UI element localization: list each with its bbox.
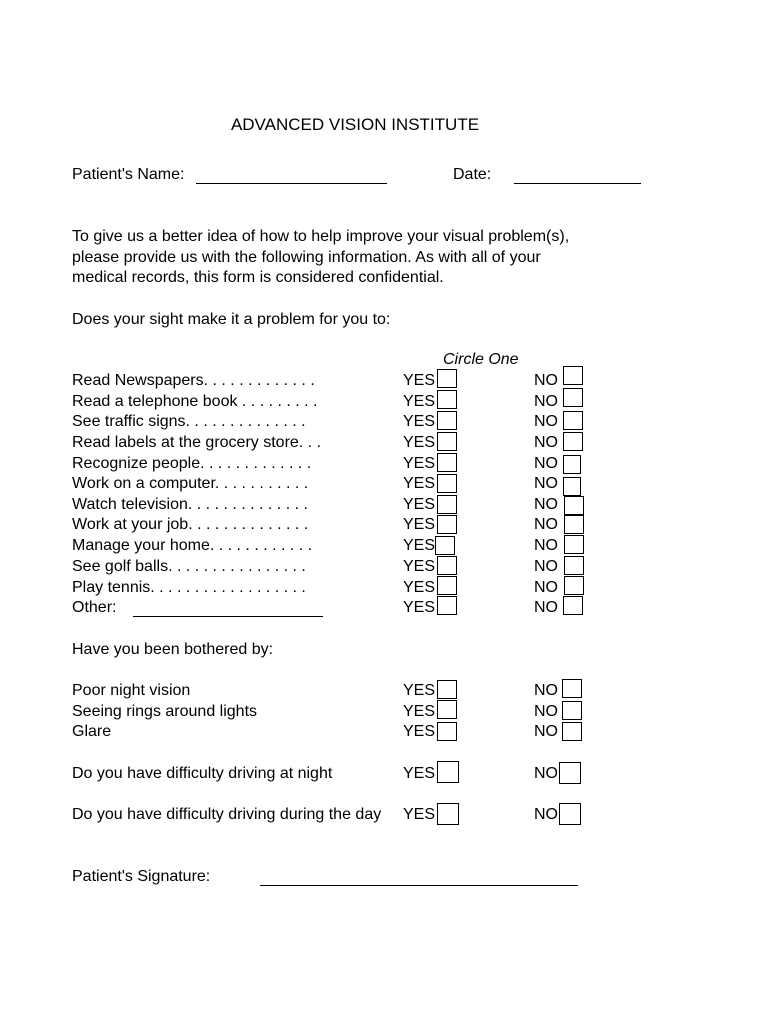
yes-label: YES [403, 558, 436, 575]
no-label: NO [534, 393, 558, 410]
task-label: Manage your home. . . . . . . . . . . . [72, 537, 313, 554]
yes-checkbox[interactable] [437, 596, 457, 615]
yes-label: YES [403, 372, 436, 389]
signature-label: Patient's Signature: [72, 868, 211, 885]
bothered-label: Glare [72, 723, 112, 740]
yes-label: YES [403, 496, 436, 513]
no-checkbox[interactable] [562, 701, 582, 720]
yes-label: YES [403, 434, 436, 451]
no-checkbox[interactable] [564, 535, 584, 554]
patient-name-label: Patient's Name: [72, 166, 185, 183]
no-checkbox[interactable] [563, 411, 583, 430]
no-label: NO [534, 558, 558, 575]
task-label: Work at your job. . . . . . . . . . . . . . [72, 516, 309, 533]
yes-checkbox[interactable] [435, 536, 455, 555]
yes-checkbox[interactable] [437, 495, 457, 514]
no-checkbox[interactable] [563, 388, 583, 407]
no-checkbox[interactable] [563, 477, 581, 496]
task-label: Read a telephone book . . . . . . . . . [72, 393, 318, 410]
page-title: ADVANCED VISION INSTITUTE [230, 115, 480, 134]
task-label: Other: [72, 599, 117, 616]
date-field[interactable] [514, 183, 641, 184]
no-label: NO [534, 579, 558, 596]
no-label: NO [534, 537, 558, 554]
yes-checkbox[interactable] [437, 432, 457, 451]
no-label: NO [534, 434, 558, 451]
yes-checkbox[interactable] [437, 556, 457, 575]
no-checkbox[interactable] [563, 432, 583, 451]
yes-checkbox[interactable] [437, 722, 457, 741]
question-driving-day: Do you have difficulty driving during the day [72, 806, 382, 823]
yes-checkbox[interactable] [437, 515, 457, 534]
no-label: NO [534, 599, 558, 616]
signature-field[interactable] [260, 885, 578, 886]
intro-paragraph: To give us a better idea of how to help improve your visual problem(s), please provide us with the following information. As with all of your medical records, this form is considered confidential. [72, 228, 570, 286]
no-label: NO [534, 723, 558, 740]
no-checkbox[interactable] [562, 722, 582, 741]
yes-checkbox[interactable] [437, 411, 457, 430]
yes-checkbox[interactable] [437, 474, 457, 493]
no-checkbox[interactable] [563, 455, 581, 474]
yes-label: YES [403, 455, 436, 472]
patient-name-field[interactable] [196, 183, 387, 184]
yes-checkbox[interactable] [437, 453, 457, 472]
no-checkbox[interactable] [564, 515, 584, 534]
no-label: NO [534, 455, 558, 472]
yes-checkbox[interactable] [437, 761, 459, 783]
yes-checkbox[interactable] [437, 576, 457, 595]
no-label: NO [534, 765, 558, 782]
no-label: NO [534, 806, 558, 823]
no-label: NO [534, 475, 558, 492]
circle-one-label: Circle One [443, 351, 519, 368]
task-label: Work on a computer. . . . . . . . . . . [72, 475, 309, 492]
no-label: NO [534, 516, 558, 533]
yes-label: YES [403, 765, 436, 782]
yes-label: YES [403, 703, 436, 720]
task-label: Recognize people. . . . . . . . . . . . . [72, 455, 312, 472]
task-label: Play tennis. . . . . . . . . . . . . . . . . . [72, 579, 306, 596]
yes-label: YES [403, 579, 436, 596]
yes-checkbox[interactable] [437, 369, 457, 388]
yes-label: YES [403, 682, 436, 699]
no-checkbox[interactable] [564, 496, 584, 515]
task-label: Read Newspapers. . . . . . . . . . . . . [72, 372, 315, 389]
yes-checkbox[interactable] [437, 680, 457, 699]
yes-label: YES [403, 806, 436, 823]
no-checkbox[interactable] [559, 762, 581, 784]
question-bothered-by: Have you been bothered by: [72, 641, 274, 658]
no-label: NO [534, 372, 558, 389]
no-label: NO [534, 682, 558, 699]
task-label: See golf balls. . . . . . . . . . . . . . . . [72, 558, 306, 575]
task-label: Read labels at the grocery store. . . [72, 434, 322, 451]
yes-label: YES [403, 413, 436, 430]
yes-label: YES [403, 475, 436, 492]
bothered-label: Seeing rings around lights [72, 703, 258, 720]
yes-label: YES [403, 537, 436, 554]
yes-checkbox[interactable] [437, 803, 459, 825]
no-label: NO [534, 496, 558, 513]
no-checkbox[interactable] [559, 803, 581, 825]
yes-label: YES [403, 723, 436, 740]
no-checkbox[interactable] [563, 366, 583, 385]
no-label: NO [534, 703, 558, 720]
yes-checkbox[interactable] [437, 390, 457, 409]
yes-label: YES [403, 393, 436, 410]
yes-label: YES [403, 516, 436, 533]
date-label: Date: [453, 166, 492, 183]
other-field[interactable] [133, 616, 323, 617]
yes-checkbox[interactable] [437, 700, 457, 719]
task-label: See traffic signs. . . . . . . . . . . . . . [72, 413, 306, 430]
yes-label: YES [403, 599, 436, 616]
no-checkbox[interactable] [564, 556, 584, 575]
no-checkbox[interactable] [562, 679, 582, 698]
no-label: NO [534, 413, 558, 430]
question-driving-night: Do you have difficulty driving at night [72, 765, 333, 782]
no-checkbox[interactable] [564, 576, 584, 595]
bothered-label: Poor night vision [72, 682, 191, 699]
question-sight-problem: Does your sight make it a problem for you to: [72, 311, 391, 328]
no-checkbox[interactable] [563, 596, 583, 615]
task-label: Watch television. . . . . . . . . . . . . . [72, 496, 308, 513]
